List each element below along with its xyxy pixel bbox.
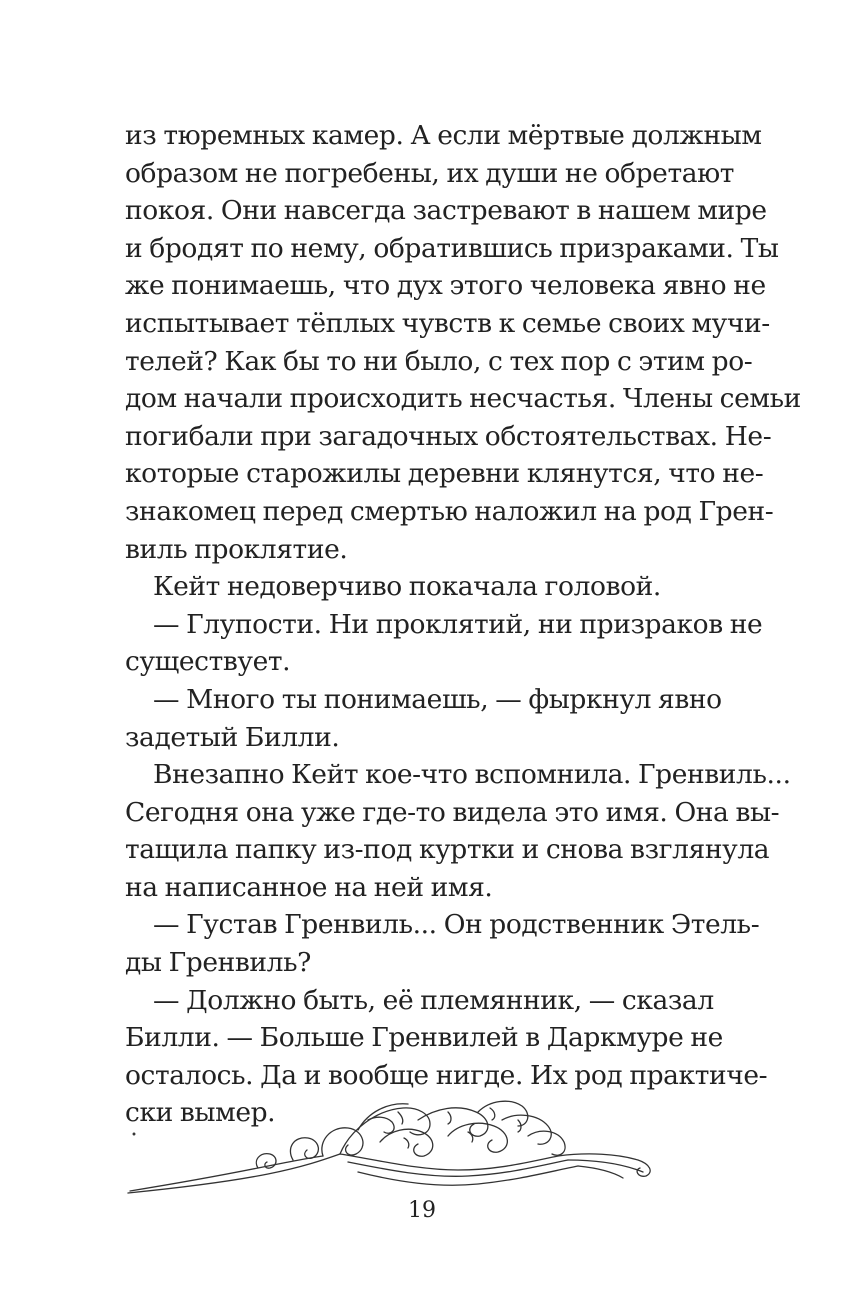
text-line: на написанное на ней имя. xyxy=(125,871,493,903)
text-line: покоя. Они навсегда застревают в нашем мире xyxy=(125,195,767,227)
text-line: ски вымер. xyxy=(125,1097,276,1129)
text-line: образом не погребены, их души не обретают xyxy=(125,157,735,189)
text-line: испытывает тёплых чувств к семье своих мучи- xyxy=(125,307,770,339)
text-line: знакомец перед смертью наложил на род Грен- xyxy=(125,495,774,527)
dialogue-line: — Должно быть, её племянник, — сказал xyxy=(153,984,714,1016)
text-line: которые старожилы деревни клянутся, что не- xyxy=(125,458,764,490)
dialogue-line: — Густав Гренвиль... Он родственник Этель- xyxy=(153,909,760,941)
text-line: осталось. Да и вообще нигде. Их род практиче- xyxy=(125,1059,768,1091)
decorative-flourish-icon xyxy=(118,1090,668,1200)
text-line: существует. xyxy=(125,646,291,678)
text-line: погибали при загадочных обстоятельствах. Не- xyxy=(125,420,772,452)
text-line: Сегодня она уже где-то видела это имя. Она вы- xyxy=(125,796,780,828)
text-line: из тюремных камер. А если мёртвые должным xyxy=(125,120,762,151)
text-line: и бродят по нему, обратившись призраками. Ты xyxy=(125,232,779,264)
dialogue-line: — Глупости. Ни проклятий, ни призраков не xyxy=(153,608,763,640)
text-line: ды Гренвиль? xyxy=(125,947,311,979)
text-line: задетый Билли. xyxy=(125,721,340,753)
paragraph-line: Внезапно Кейт кое-что вспомнила. Гренвиль... xyxy=(153,759,791,791)
page-number: 19 xyxy=(408,1198,436,1223)
text-line: тащила папку из-под куртки и снова взглянула xyxy=(125,834,770,866)
dialogue-line: — Много ты понимаешь, — фыркнул явно xyxy=(153,683,722,715)
paragraph-line: Кейт недоверчиво покачала головой. xyxy=(153,571,661,603)
text-line: же понимаешь, что дух этого человека явно не xyxy=(125,270,766,302)
text-line: виль проклятие. xyxy=(125,533,348,565)
text-line: Билли. — Больше Гренвилей в Даркмуре не xyxy=(125,1022,723,1054)
text-line: телей? Как бы то ни было, с тех пор с этим ро- xyxy=(125,345,753,377)
text-line: дом начали происходить несчастья. Члены семьи xyxy=(125,383,801,415)
body-text xyxy=(125,117,801,1132)
